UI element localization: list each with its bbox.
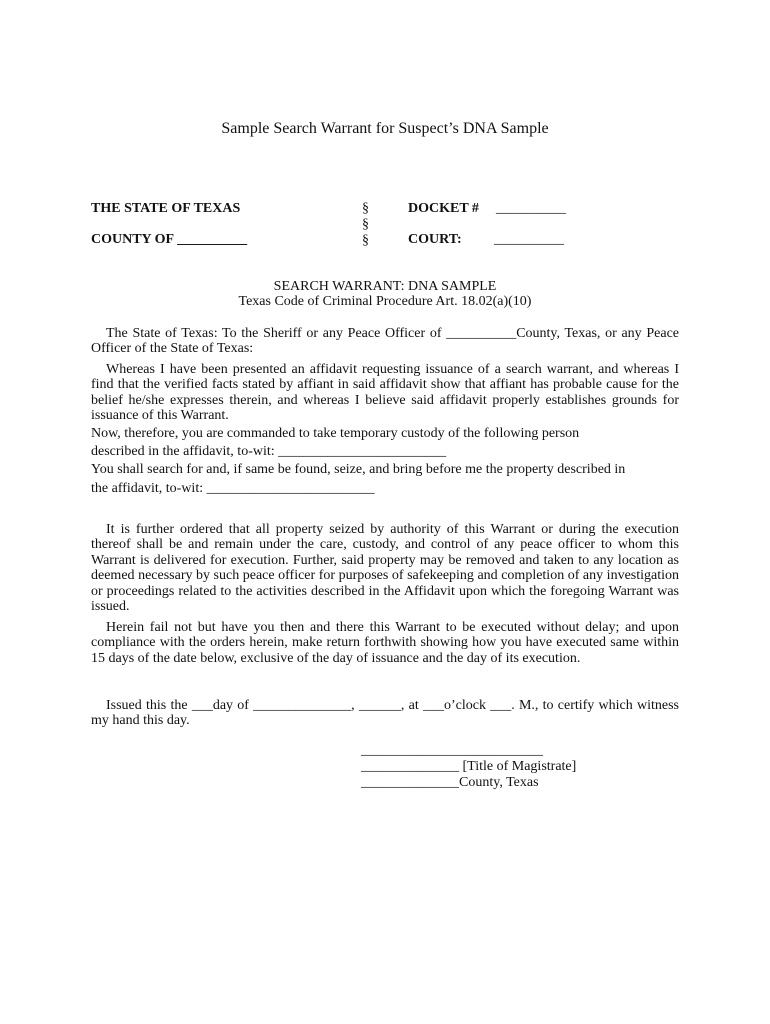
magistrate-title-line: ______________ [Title of Magistrate] — [361, 759, 577, 774]
search-line-1: You shall search for and, if same be found, seize, and bring before me the property described in — [91, 462, 626, 477]
docket-label: DOCKET # — [408, 201, 479, 216]
paragraph-address: The State of Texas: To the Sheriff or any Peace Officer of __________County, Texas, or any Peace Officer of the State of Texas: — [91, 326, 679, 357]
custody-line-2: described in the affidavit, to-wit: ________________________ — [91, 444, 447, 459]
docket-blank: __________ — [496, 201, 566, 216]
paragraph-whereas: Whereas I have been presented an affidavit requesting issuance of a search warrant, and whereas I find that the verified facts stated by affiant in said affidavit show that affiant has probable cause for the belief he/she expresses therein, and whereas I believe said affidavit properly establishes grounds for issuance of this Warrant. — [91, 362, 679, 424]
paragraph-issued: Issued this the ___day of ______________, ______, at ___o’clock ___. M., to certify which witness my hand this day. — [91, 698, 679, 729]
caption-state: THE STATE OF TEXAS — [91, 201, 241, 216]
section-mark: § — [362, 217, 369, 232]
document-title: Sample Search Warrant for Suspect’s DNA Sample — [221, 120, 549, 137]
signature-line: __________________________ — [361, 743, 543, 758]
warrant-heading: SEARCH WARRANT: DNA SAMPLE — [273, 279, 497, 294]
warrant-subheading: Texas Code of Criminal Procedure Art. 18.02(a)(10) — [238, 294, 532, 309]
paragraph-herein-fail: Herein fail not but have you then and there this Warrant to be executed without delay; and upon compliance with the orders herein, make return forthwith showing how you have executed same within 15 days of the date below, exclusive of the day of issuance and the day of its execution. — [91, 620, 679, 666]
court-label: COURT: — [408, 232, 462, 247]
county-signature-line: ______________County, Texas — [361, 775, 539, 790]
custody-line-1: Now, therefore, you are commanded to take temporary custody of the following person — [91, 426, 580, 441]
caption-county: COUNTY OF __________ — [91, 232, 248, 247]
section-mark: § — [362, 201, 369, 216]
court-blank: __________ — [494, 232, 564, 247]
section-mark: § — [362, 233, 369, 248]
paragraph-further-ordered: It is further ordered that all property seized by authority of this Warrant or during the execution thereof shall be and remain under the care, custody, and control of any peace officer to whom this Warrant is delivered for execution. Further, said property may be removed and taken to any location as deemed necessary by such peace officer for purposes of safekeeping and completion of any investigation or proceedings related to the activities described in the Affidavit upon which the foregoing Warrant was issued. — [91, 522, 679, 615]
search-line-2: the affidavit, to-wit: ________________________ — [91, 481, 375, 496]
